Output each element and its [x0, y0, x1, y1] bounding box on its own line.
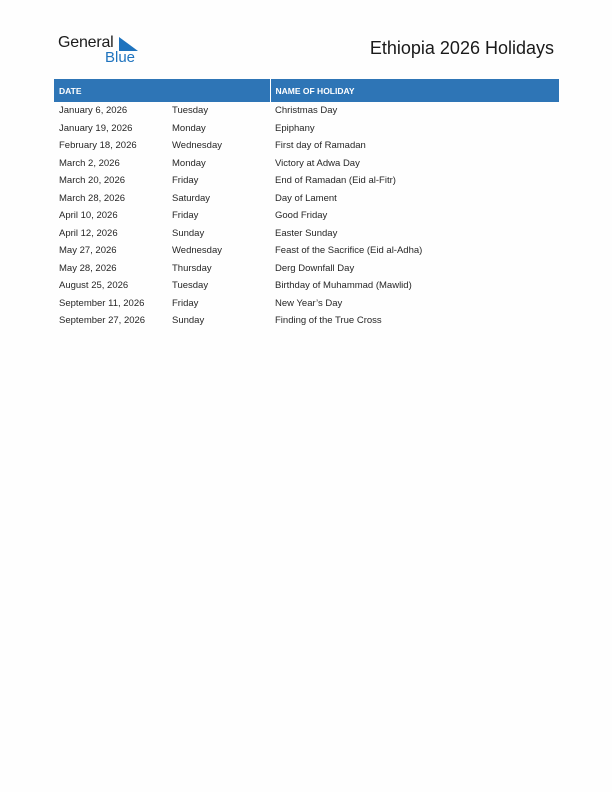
cell-day: Sunday: [172, 227, 205, 239]
header-holiday-name: NAME OF HOLIDAY: [270, 79, 559, 102]
generalblue-logo: [58, 33, 148, 69]
table-row: [54, 225, 559, 243]
cell-date: April 10, 2026: [59, 210, 118, 222]
cell-day: Tuesday: [172, 280, 209, 292]
cell-date: April 12, 2026: [59, 227, 118, 239]
cell-day: Monday: [172, 157, 206, 169]
cell-day: Wednesday: [172, 245, 222, 257]
cell-day: Monday: [172, 122, 206, 134]
table-row: [54, 172, 559, 190]
cell-holiday-name: Victory at Adwa Day: [275, 157, 360, 169]
cell-date: September 11, 2026: [59, 297, 145, 309]
cell-date: September 27, 2026: [59, 315, 146, 327]
table-row: [54, 312, 559, 330]
cell-day: Friday: [172, 175, 199, 187]
cell-holiday-name: Day of Lament: [275, 192, 337, 204]
cell-date: March 2, 2026: [59, 157, 120, 169]
cell-date: January 6, 2026: [59, 105, 128, 117]
cell-holiday-name: New Year’s Day: [275, 297, 343, 309]
cell-date: January 19, 2026: [59, 122, 133, 134]
cell-holiday-name: End of Ramadan (Eid al-Fitr): [275, 175, 396, 187]
cell-day: Friday: [172, 210, 199, 222]
cell-date: March 28, 2026: [59, 192, 126, 204]
cell-holiday-name: Feast of the Sacrifice (Eid al-Adha): [275, 245, 423, 257]
cell-day: Saturday: [172, 192, 211, 204]
cell-holiday-name: Easter Sunday: [275, 227, 338, 239]
cell-day: Sunday: [172, 315, 205, 327]
table-row: [54, 207, 559, 225]
table-row: [54, 190, 559, 208]
cell-date: May 28, 2026: [59, 262, 117, 274]
table-body: [54, 102, 559, 330]
table-row: [54, 260, 559, 278]
header-date: DATE: [54, 79, 270, 102]
table-row: [54, 277, 559, 295]
cell-day: Wednesday: [172, 140, 222, 152]
cell-holiday-name: Birthday of Muhammad (Mawlid): [275, 280, 412, 292]
cell-date: March 20, 2026: [59, 175, 126, 187]
logo-word-general: General: [58, 34, 114, 51]
table-row: [54, 120, 559, 138]
table-row: [54, 137, 559, 155]
table-header-row: [54, 79, 559, 102]
table-row: [54, 155, 559, 173]
cell-holiday-name: Derg Downfall Day: [275, 262, 355, 274]
cell-day: Friday: [172, 297, 199, 309]
cell-day: Tuesday: [172, 105, 209, 117]
table-row: [54, 102, 559, 120]
table-row: [54, 242, 559, 260]
cell-holiday-name: Christmas Day: [275, 105, 338, 117]
page-title: Ethiopia 2026 Holidays: [369, 38, 554, 58]
holiday-table: [54, 79, 559, 330]
cell-date: August 25, 2026: [59, 280, 129, 292]
cell-day: Thursday: [172, 262, 212, 274]
cell-holiday-name: First day of Ramadan: [275, 140, 366, 152]
cell-holiday-name: Good Friday: [275, 210, 328, 222]
cell-date: May 27, 2026: [59, 245, 117, 257]
cell-holiday-name: Epiphany: [275, 122, 315, 134]
table-row: [54, 295, 559, 313]
logo-word-blue: Blue: [105, 49, 136, 66]
cell-holiday-name: Finding of the True Cross: [275, 315, 382, 327]
cell-date: February 18, 2026: [59, 140, 137, 152]
